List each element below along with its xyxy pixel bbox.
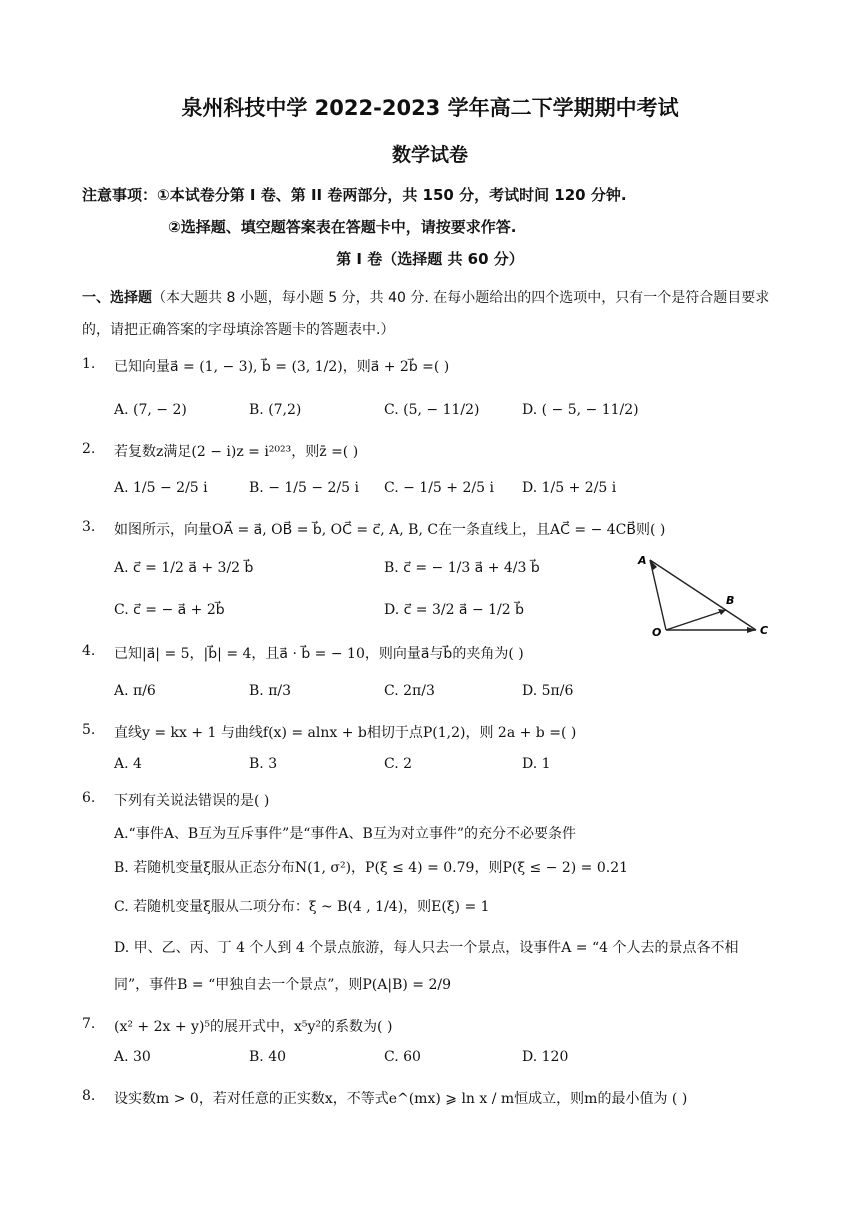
option-b: B. 若随机变量ξ服从正态分布N(1, σ²)，P(ξ ≤ 4) = 0.79，则P(ξ ≤ − 2) = 0.21 [114,860,629,876]
question-number: 7. [82,1016,96,1032]
question-number: 1. [82,356,96,372]
question-stem: 直线y = kx + 1 与曲线f(x) = alnx + b相切于点P(1,2)，则 2a + b =( ) [114,725,577,741]
option-b: B. 3 [249,756,278,772]
section-heading: 一、选择题 [82,290,152,306]
question-stem: 若复数z满足(2 − i)z = i²⁰²³，则z̄ =( ) [114,444,359,460]
option-a: A. (7, − 2) [114,402,187,418]
question-stem: 下列有关说法错误的是( ) [114,793,270,809]
notice-line-2: ②选择题、填空题答案表在答题卡中，请按要求作答. [168,218,517,236]
paper-title: 数学试卷 [391,144,468,166]
option-d: D. ( − 5, − 11/2) [522,402,639,418]
option-d: D. 5π/6 [522,683,574,699]
vector-triangle-figure [636,548,776,640]
option-b: B. (7,2) [249,402,302,418]
question-number: 5. [82,722,96,738]
option-d: D. 甲、乙、丙、丁 4 个人到 4 个景点旅游，每人只去一个景点，设事件A = “4 个人去的景点各不相 [114,940,739,956]
question-number: 6. [82,790,96,806]
question-number: 2. [82,441,96,457]
option-a: A. π/6 [114,683,156,699]
option-d: D. 120 [522,1049,569,1065]
label-a: A [638,554,647,567]
question-stem: 已知向量a⃗ = (1, − 3), b⃗ = (3, 1/2)，则a⃗ + 2b⃗ =( ) [114,359,450,375]
school-title: 泉州科技中学 2022-2023 学年高二下学期期中考试 [181,96,679,120]
option-d: D. 1 [522,756,551,772]
option-c: C. (5, − 11/2) [384,402,480,418]
question-stem: 如图所示，向量OA⃗ = a⃗, OB⃗ = b⃗, OC⃗ = c⃗, A, B, C在一条直线上，且AC⃗ = − 4CB⃗则( ) [114,522,666,538]
label-c: C [760,624,769,637]
question-number: 8. [82,1088,96,1104]
question-number: 4. [82,643,96,659]
question-stem: 设实数m > 0，若对任意的正实数x，不等式e^(mx) ⩾ ln x / m恒成立，则m的最小值为 ( ) [114,1091,688,1107]
option-b: B. 40 [249,1049,287,1065]
question-stem: 已知|a⃗| = 5，|b⃗| = 4，且a⃗ · b⃗ = − 10，则向量a⃗与b⃗的夹角为( ) [114,646,524,662]
option-c: C. 60 [384,1049,421,1065]
option-c: C. 2 [384,756,413,772]
option-a: A. c⃗ = 1/2 a⃗ + 3/2 b⃗ [114,560,254,576]
option-a: A. 30 [114,1049,151,1065]
question-stem: (x² + 2x + y)⁵的展开式中，x⁵y²的系数为( ) [114,1019,393,1035]
question-number: 3. [82,519,96,535]
option-b: B. c⃗ = − 1/3 a⃗ + 4/3 b⃗ [384,560,540,576]
option-c: C. − 1/5 + 2/5 i [384,480,494,496]
label-b: B [726,594,735,607]
section-instructions [82,282,782,346]
option-c: C. 2π/3 [384,683,435,699]
option-a: A. 4 [114,756,142,772]
option-c: C. 若随机变量ξ服从二项分布：ξ ~ B(4 , 1/4)，则E(ξ) = 1 [114,899,490,915]
option-d-continued: 同”，事件B = “甲独自去一个景点”，则P(A|B) = 2/9 [114,977,452,993]
label-o: O [652,626,662,639]
option-b: B. π/3 [249,683,292,699]
option-a: A. 1/5 − 2/5 i [114,480,208,496]
notice-line-1: 注意事项：①本试卷分第 I 卷、第 II 卷两部分，共 150 分，考试时间 120 分钟. [82,186,627,204]
option-d: D. 1/5 + 2/5 i [522,480,617,496]
option-b: B. − 1/5 − 2/5 i [249,480,359,496]
option-c: C. c⃗ = − a⃗ + 2b⃗ [114,602,225,618]
option-d: D. c⃗ = 3/2 a⃗ − 1/2 b⃗ [384,602,525,618]
part-heading: 第 I 卷（选择题 共 60 分） [336,250,524,268]
option-a: A.“事件A、B互为互斥事件”是“事件A、B互为对立事件”的充分不必要条件 [114,826,576,842]
section-text: （本大题共 8 小题，每小题 5 分，共 40 分. 在每小题给出的四个选项中，只有一个是符合题目要求的，请把正确答案的字母填涂答题卡的答题表中.） [82,290,770,338]
